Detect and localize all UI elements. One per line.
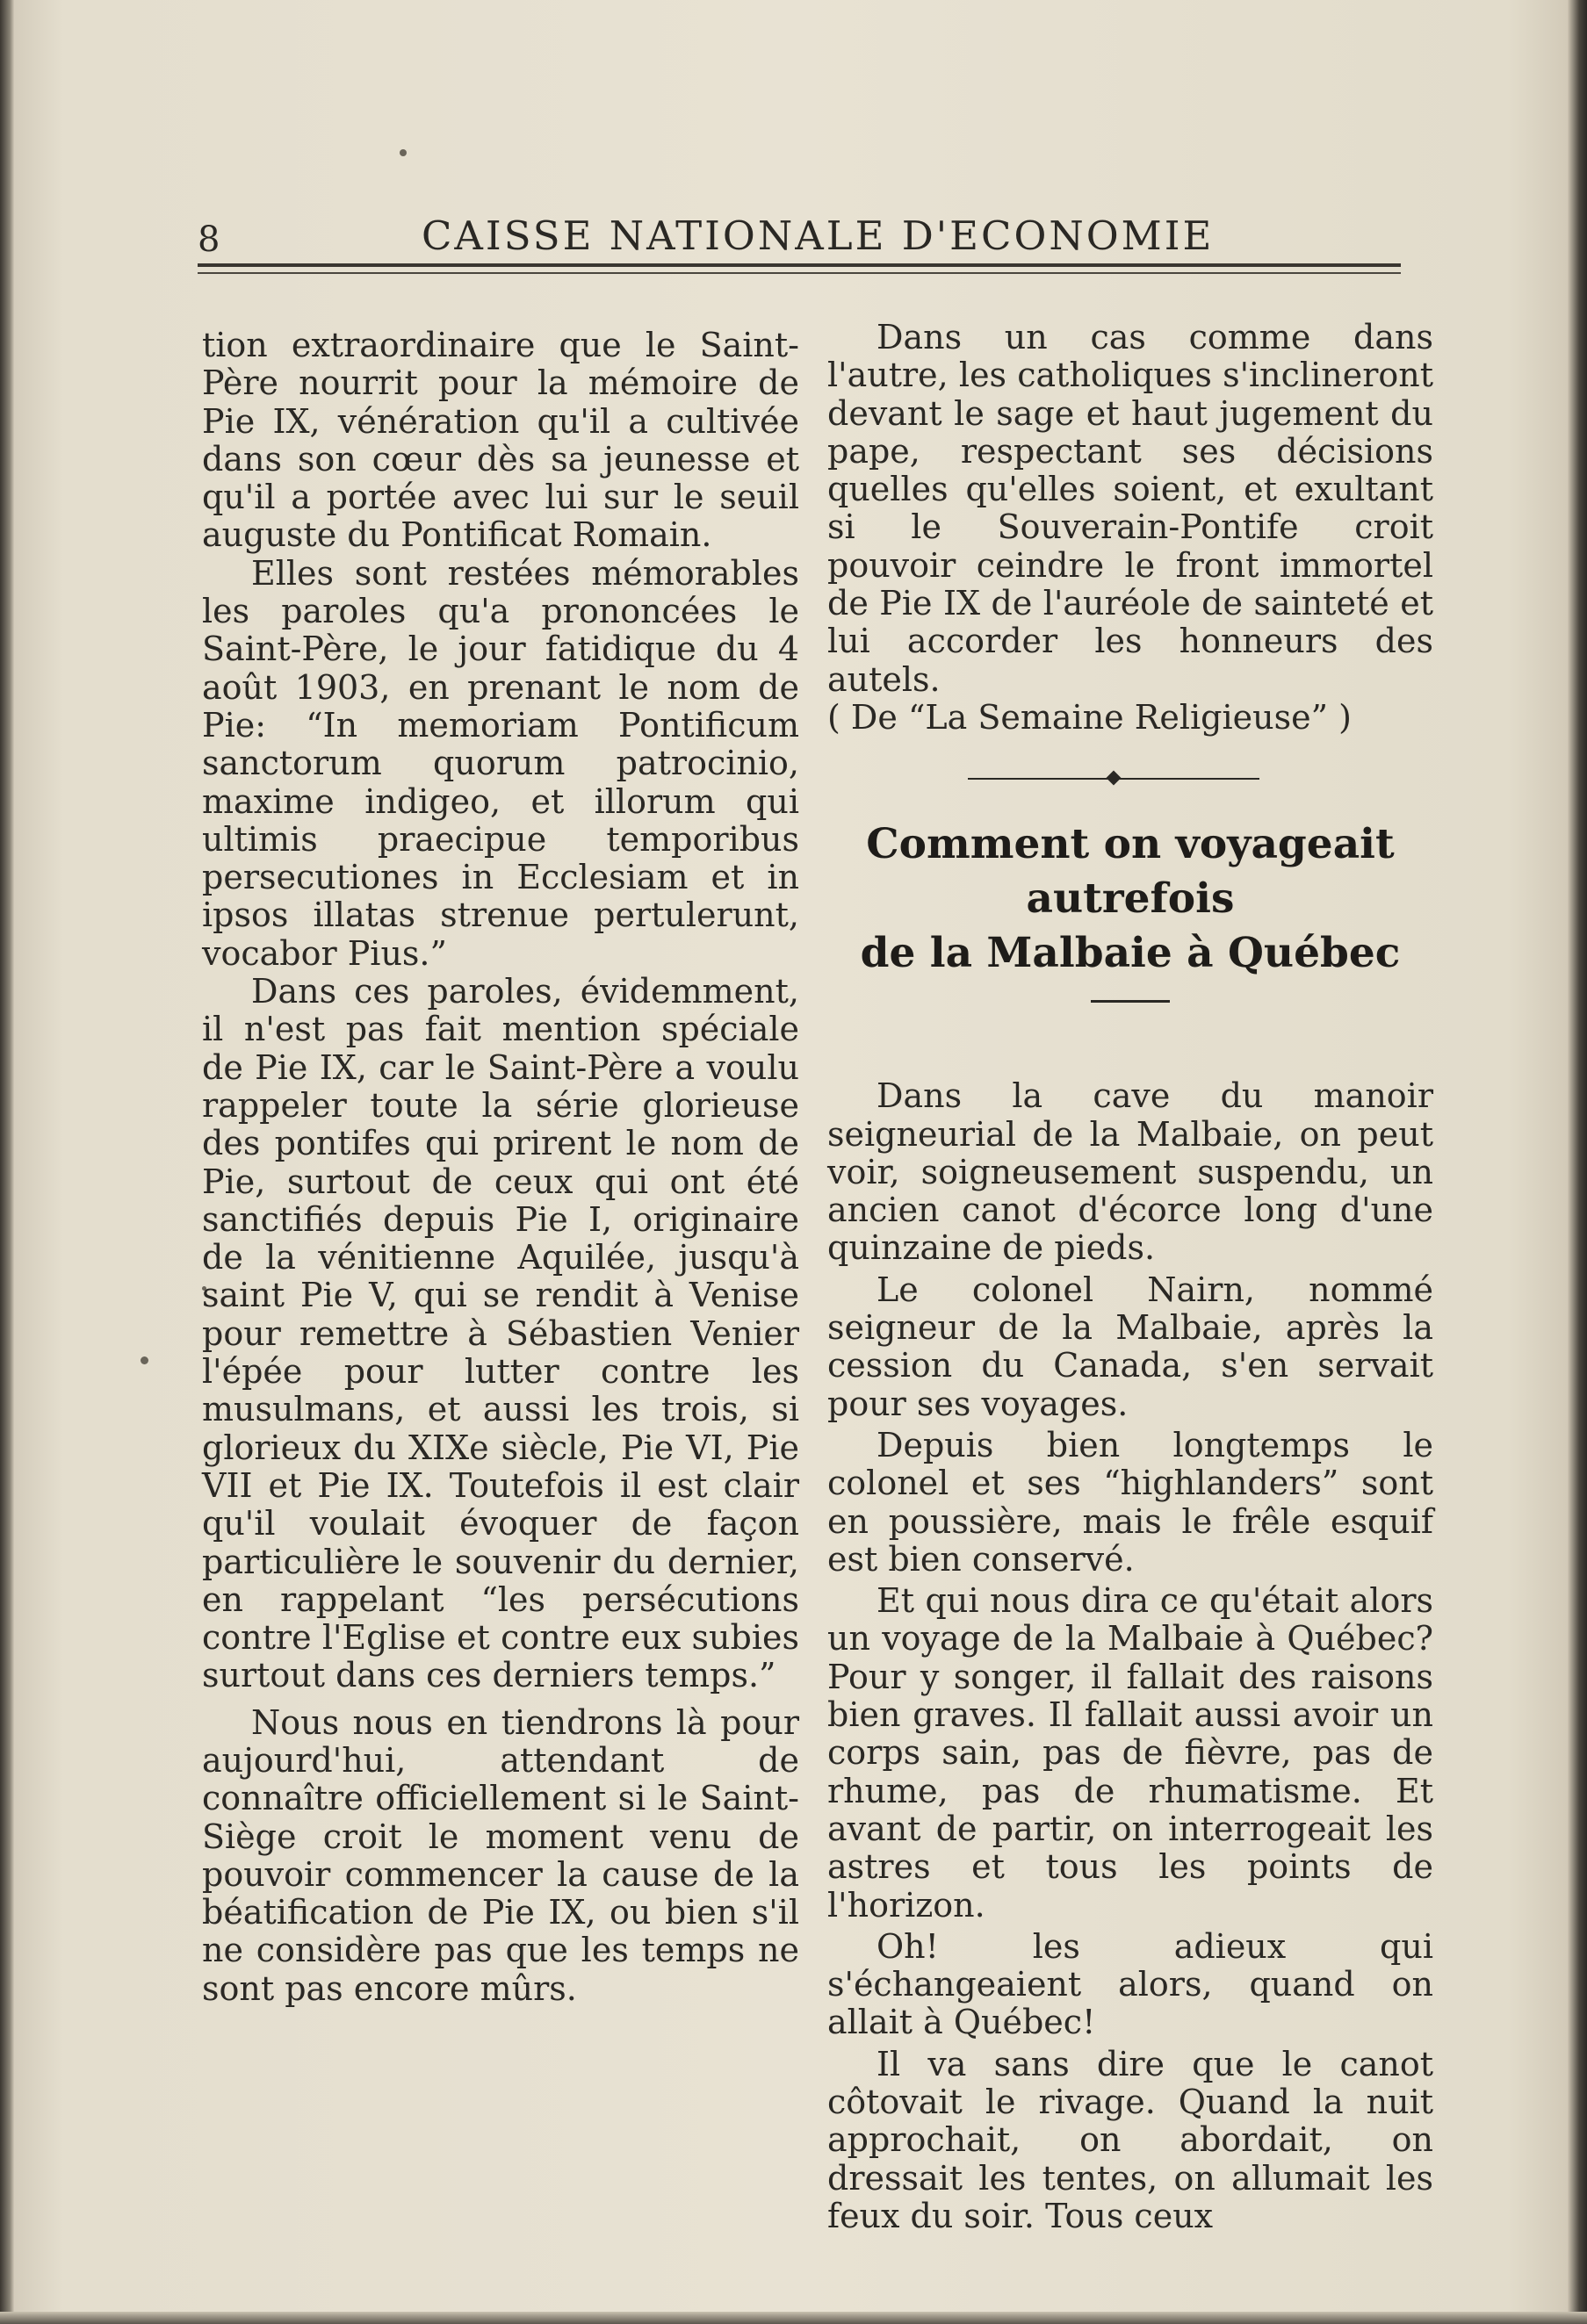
running-head: CAISSE NATIONALE D'ECONOMIE [422, 212, 1215, 259]
paper-speck [141, 1356, 148, 1364]
paragraph: Dans un cas comme dans l'autre, les catholiques s'inclineront devant le sage et haut jugement du pape, respectant ses décisions quelles qu'elles soient, et exultant si le Souverain-Pontife croit pouvoir ceindre le front immortel de Pie IX de l'auréole de sainteté et lui accorder les honneurs des autels. [827, 318, 1433, 699]
source-citation [827, 699, 1433, 737]
paragraph: Depuis bien longtemps le colonel et ses “highlanders” sont en poussière, mais le frêle esquif est bien conservé. [827, 1425, 1433, 1579]
divider-line-left [968, 778, 1114, 780]
source-text: ( De “La Semaine Religieuse” ) [827, 697, 1352, 737]
divider-line-right [1114, 778, 1259, 780]
paragraph: tion extraordinaire que le Saint-Père nourrit pour la mémoire de Pie IX, vénération qu'il a cultivée dans son cœur dès sa jeunesse et qu'il a portée avec lui sur le seuil auguste du Pontificat Romain. [202, 326, 799, 555]
paragraph: Et qui nous dira ce qu'était alors un voyage de la Malbaie à Québec? Pour y songer, il fallait des raisons bien graves. Il fallait aussi avoir un corps sain, pas de fièvre, pas de rhume, pas de rhumatisme. Et avant de partir, on interrogeait les astres et tous les points de l'horizon. [827, 1581, 1433, 1925]
paragraph: Dans la cave du manoir seigneurial de la Malbaie, on peut voir, soigneusement suspendu, un ancien canot d'écorce long d'une quinzaine de pieds. [827, 1076, 1433, 1268]
page-header [198, 209, 1401, 270]
title-rule [1091, 1000, 1170, 1003]
paragraph: Oh! les adieux qui s'échangeaient alors, quand on allait à Québec! [827, 1926, 1433, 2042]
header-rule-thin [198, 272, 1401, 274]
title-rule-wrap [827, 1000, 1433, 1061]
paragraph: Dans ces paroles, évidemment, il n'est pas fait mention spéciale de Pie IX, car le Saint-Père a voulu rappeler toute la série glorieuse des pontifes qui prirent le nom de Pie, surtout de ceux qui ont été sanctifiés depuis Pie I, originaire de la vénitienne Aquilée, jusqu'à saint Pie V, qui se rendit à Venise pour remettre à Sébastien Venier l'épée pour lutter contre les musulmans, et aussi les trois, si glorieux du XIXe siècle, Pie VI, Pie VII et Pie IX. Toutefois il est clair qu'il voulait évoquer de façon particulière le souvenir du dernier, en rappelant “les persécutions contre l'Eglise et contre eux subies surtout dans ces derniers temps.” [202, 972, 799, 1695]
article-title-line1: Comment on voyageait autrefois [866, 820, 1395, 924]
paragraph: Nous nous en tiendrons là pour aujourd'hui, attendant de connaître officiellement si le Saint-Siège croit le moment venu de pouvoir commencer la cause de la béatification de Pie IX, ou bien s'il ne considère pas que les temps ne sont pas encore mûrs. [202, 1702, 799, 2008]
header-rule [198, 263, 1401, 267]
article-title [827, 817, 1433, 981]
page-number: 8 [198, 219, 221, 260]
left-column [202, 327, 799, 2008]
paragraph: Il va sans dire que le canot côtovait le rivage. Quand la nuit approchait, on abordait, on dressait les tentes, on allumait les feux du soir. Tous ceux [827, 2044, 1433, 2235]
page-binding-edge [0, 0, 14, 2324]
section-divider [827, 761, 1433, 796]
right-column [827, 319, 1433, 2235]
article-title-line2: de la Malbaie à Québec [860, 929, 1401, 978]
paragraph: Le colonel Nairn, nommé seigneur de la Malbaie, après la cession du Canada, s'en servait pour ses voyages. [827, 1270, 1433, 1423]
page-right-edge [1568, 0, 1587, 2324]
paper-speck [400, 149, 407, 156]
page-bottom-edge [0, 2312, 1587, 2324]
paragraph: Elles sont restées mémorables les paroles qu'a prononcées le Saint-Père, le jour fatidique du 4 août 1903, en prenant le nom de Pie: “In memoriam Pontificum sanctorum quorum patrocinio, maxime indigeo, et illorum qui ultimis praecipue temporibus persecutiones in Ecclesiam et in ipsos illatas strenue pertulerunt, vocabor Pius.” [202, 553, 799, 973]
